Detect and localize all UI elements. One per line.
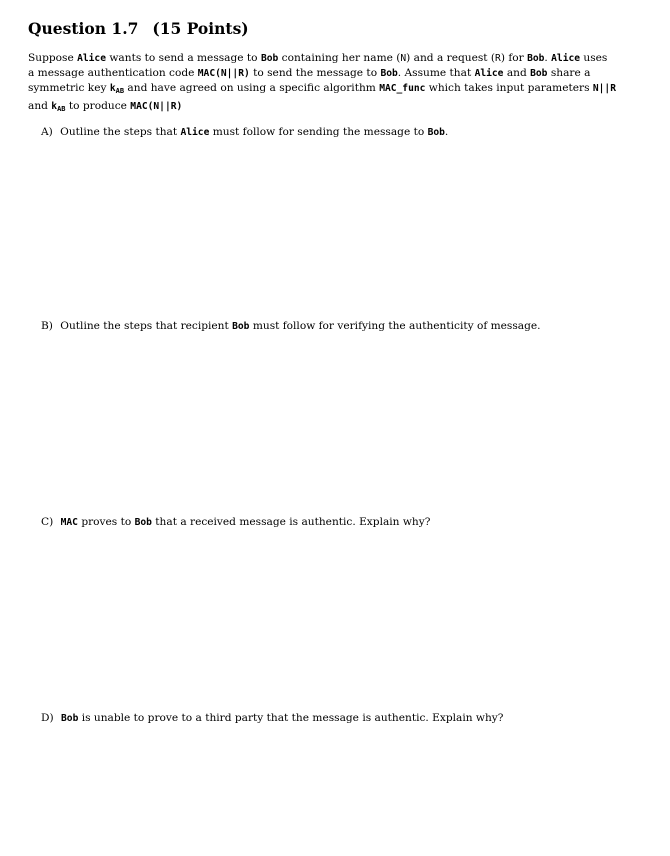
intro-text: to produce [65,100,131,112]
alice-code: Alice [474,68,504,79]
part-a-text: must follow for sending the message to [209,126,428,138]
intro-text: . [544,52,552,64]
key-subscript: AB [115,87,125,95]
mac-func-code: MAC_func [379,83,426,94]
intro-text: to send the message to [249,67,381,79]
intro-line-1 [28,51,612,66]
part-d-letter: D) [41,712,54,724]
intro-line-3 [28,81,616,99]
intro-text: a message authentication code [28,67,198,79]
part-a-text: Outline the steps that [60,126,181,138]
alice-code: Alice [551,53,581,64]
intro-text: and [28,100,52,112]
part-c-text: that a received message is authentic. Explain why? [151,516,431,528]
intro-text: and have agreed on using a specific algorithm [124,82,380,94]
question-points: (15 Points) [152,19,249,38]
bob-code: Bob [527,53,545,64]
r-code: R [495,53,501,64]
intro-line-4 [28,99,612,117]
bob-code: Bob [530,68,548,79]
mac-code: MAC [60,517,78,528]
bob-code: Bob [61,713,79,724]
intro-text: Suppose [28,52,78,64]
part-c-question [41,516,430,528]
part-a-letter: A) [41,126,53,138]
key-k: k [109,83,116,94]
part-d-text: is unable to prove to a third party that the message is authentic. Explain why? [78,712,504,724]
alice-code: Alice [77,53,106,64]
alice-code: Alice [180,127,210,138]
n-code: N [400,53,407,64]
intro-text: ) for [500,52,528,64]
part-d-question [41,712,503,724]
bob-code: Bob [427,127,445,138]
intro-text: which takes input parameters [425,82,593,94]
intro-text: uses [580,52,608,64]
part-a-question [41,126,448,138]
bob-code: Bob [134,517,152,528]
part-b-question [41,320,541,332]
key-k: k [51,101,58,112]
intro-text: containing her name ( [278,52,401,64]
part-b-text: must follow for verifying the authenticity of message. [249,320,541,332]
intro-text: ) and a request ( [406,52,496,64]
intro-line-2 [28,66,612,81]
question-heading [28,19,249,38]
intro-text: and [503,67,531,79]
n-r-code: N||R [592,83,616,94]
intro-text: wants to send a message to [106,52,261,64]
intro-text: symmetric key [28,82,110,94]
intro-text: . Assume that [397,67,475,79]
part-b-text: Outline the steps that recipient [60,320,233,332]
part-a-text: . [444,126,449,138]
bob-code: Bob [260,53,279,64]
part-c-text: proves to [77,516,135,528]
key-subscript: AB [57,105,66,113]
bob-code: Bob [232,321,250,332]
question-intro-paragraph [28,51,616,117]
mac-nr-code: MAC(N||R) [130,101,183,112]
part-c-letter: C) [41,516,54,528]
intro-text: share a [547,67,591,79]
bob-code: Bob [380,68,398,79]
part-b-letter: B) [41,320,53,332]
question-title: Question 1.7 [28,19,139,38]
mac-nr-code: MAC(N||R) [197,68,250,79]
